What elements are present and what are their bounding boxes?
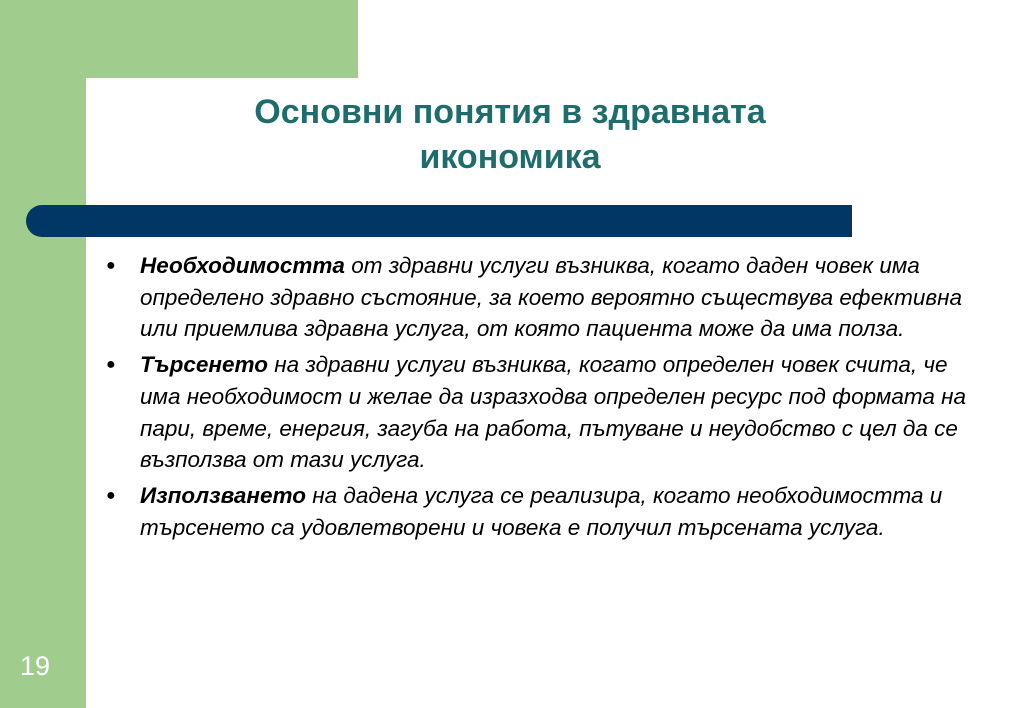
text-utilization: на дадена услуга се реализира, когато необходимостта и търсенето са удовлетворени и човека е получил търсената услуга. [140, 482, 943, 540]
bullet-list [100, 250, 970, 547]
page-number: 19 [20, 651, 51, 681]
term-utilization: Използването [140, 482, 306, 508]
slide-title-line2: икономика [419, 138, 601, 176]
text-demand: на здравни услуги възниква, когато определен човек счита, че има необходимост и желае да изразходва определен ресурс под формата на пари, време, енергия, загуба на работа, пътуване и неудобство с цел да се възползва от тази услуга. [140, 352, 967, 473]
list-item-demand [100, 349, 970, 476]
slide-title [160, 90, 860, 180]
bullet-icon: ● [106, 356, 116, 374]
bullet-icon: ● [106, 486, 116, 504]
term-need: Необходимостта [140, 253, 345, 278]
term-demand: Търсенето [140, 352, 268, 378]
list-item-need [100, 250, 970, 345]
text-need: от здравни услуги възниква, когато даден човек има определено здравно състояние, за което вероятно съществува ефективна или приемлива здравна услуга, от която пациента може да има полза. [140, 253, 963, 342]
list-item-utilization [100, 480, 970, 543]
title-divider-bar [26, 205, 852, 237]
bullet-icon: ● [106, 257, 116, 274]
slide-title-line1: Основни понятия в здравната [254, 93, 766, 131]
top-accent-block [0, 0, 358, 78]
left-accent-stripe [0, 0, 86, 708]
